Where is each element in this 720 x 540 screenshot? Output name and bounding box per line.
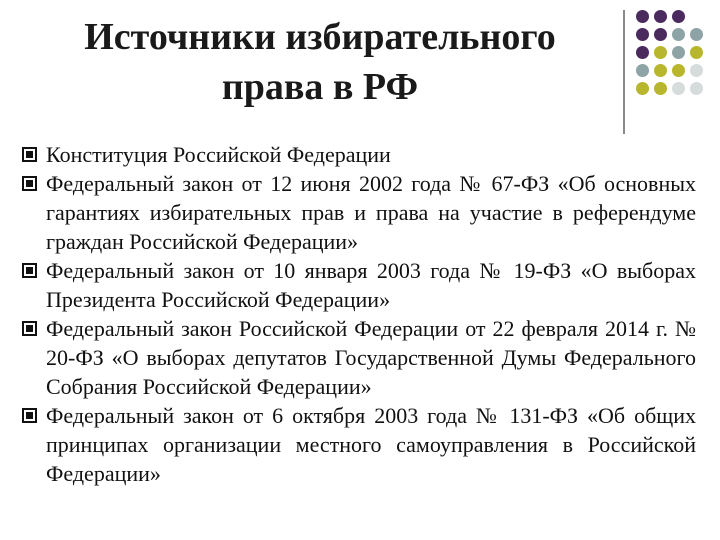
dot-purple <box>654 28 667 41</box>
list-item <box>22 401 696 488</box>
dot-gray <box>672 28 685 41</box>
dot-gray <box>636 64 649 77</box>
title-line-1: Источники избирательного <box>84 16 556 58</box>
title-line-2: права в РФ <box>221 66 419 108</box>
dot-light <box>690 64 703 77</box>
dot-olive <box>654 82 667 95</box>
dot-purple <box>636 10 649 23</box>
list-item <box>22 314 696 401</box>
slide-title <box>20 12 620 112</box>
dot-gray <box>690 28 703 41</box>
list-item-text: Федеральный закон Российской Федерации от 22 февраля 2014 г. № 20-ФЗ «О выборах депутатов Государственной Думы Федерального Собрания Российской Федерации» <box>46 316 696 399</box>
decorative-dot-grid <box>636 10 716 105</box>
dot-purple <box>654 10 667 23</box>
checkbox-bullet-icon <box>22 263 37 278</box>
dot-light <box>672 82 685 95</box>
checkbox-bullet-icon <box>22 408 37 423</box>
dot-purple <box>636 28 649 41</box>
list-item <box>22 169 696 256</box>
checkbox-bullet-icon <box>22 321 37 336</box>
list-item-text: Федеральный закон от 6 октября 2003 года № 131-ФЗ «Об общих принципах организации местного самоуправления в Российской Федерации» <box>46 403 696 486</box>
checkbox-bullet-icon <box>22 176 37 191</box>
dot-olive <box>690 46 703 59</box>
dot-olive <box>636 82 649 95</box>
list-item <box>22 140 696 169</box>
dot-gray <box>672 46 685 59</box>
dot-olive <box>672 64 685 77</box>
sources-list <box>22 140 696 488</box>
dot-purple <box>672 10 685 23</box>
list-item-text: Конституция Российской Федерации <box>46 142 391 167</box>
checkbox-bullet-icon <box>22 147 37 162</box>
dot-olive <box>654 46 667 59</box>
list-item-text: Федеральный закон от 12 июня 2002 года № 67-ФЗ «Об основных гарантиях избирательных прав и права на участие в референдуме граждан Российской Федерации» <box>46 171 696 254</box>
dot-light <box>690 82 703 95</box>
list-item-text: Федеральный закон от 10 января 2003 года № 19-ФЗ «О выборах Президента Российской Федерации» <box>46 258 696 312</box>
decorative-vertical-line <box>623 10 625 134</box>
dot-olive <box>654 64 667 77</box>
dot-purple <box>636 46 649 59</box>
list-item <box>22 256 696 314</box>
